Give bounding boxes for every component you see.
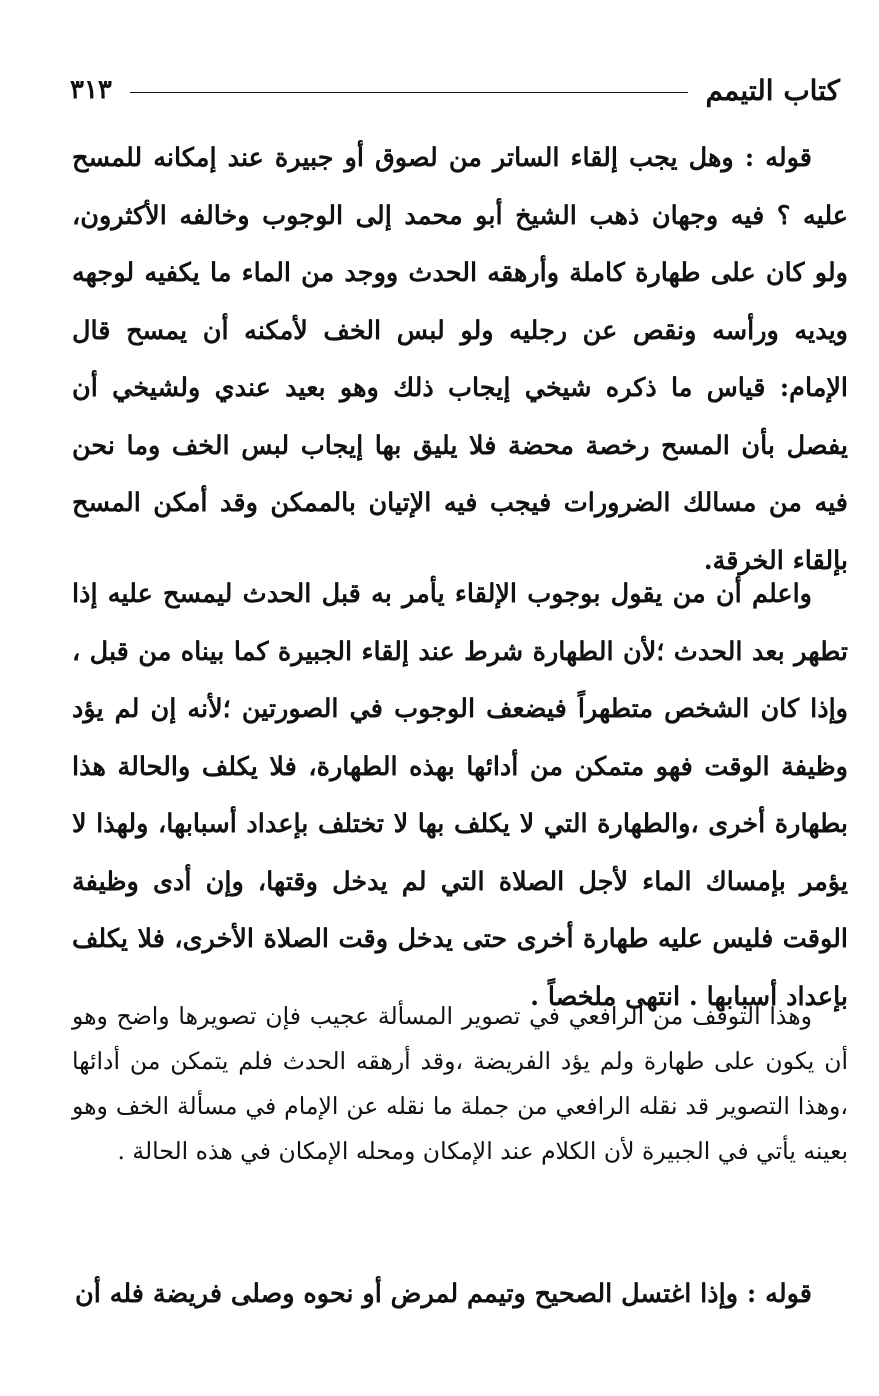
paragraph-1: قوله : وهل يجب إلقاء الساتر من لصوق أو جبيرة عند إمكانه للمسح عليه ؟ فيه وجهان ذهب الشيخ أبو محمد إلى الوجوب وخالفه الأكثرون، ولو كان على طهارة كاملة وأرهقه الحدث ووجد من الماء ما يكفيه لوجهه ويديه ورأسه ونقص عن رجليه ولو لبس الخف لأمكنه أن يمسح قال الإمام: قياس ما ذكره شيخي إيجاب ذلك وهو بعيد عندي ولشيخي أن يفصل بأن المسح رخصة محضة فلا يليق بها إيجاب لبس الخف وما نحن فيه من مسالك الضرورات فيجب فيه الإتيان بالممكن وقد أمكن المسح بإلقاء الخرقة. xyxy=(72,143,848,576)
header-rule xyxy=(130,92,688,93)
page-number: ٣١٣ xyxy=(70,75,112,105)
running-header xyxy=(70,66,840,114)
chapter-title: كتاب التيمم xyxy=(705,73,840,107)
paragraph-3: وهذا التوقف من الرافعي في تصوير المسألة عجيب فإن تصويرها واضح وهو أن يكون على طهارة ولم يؤد الفريضة ،وقد أرهقه الحدث فلم يتمكن من أدائها ،وهذا التصوير قد نقله الرافعي من جملة ما نقله عن الإمام في مسألة الخف وهو بعينه يأتي في الجبيرة لأن الكلام عند الإمكان ومحله الإمكان في هذه الحالة . xyxy=(72,1002,848,1165)
paragraph-2: واعلم أن من يقول بوجوب الإلقاء يأمر به قبل الحدث ليمسح عليه إذا تطهر بعد الحدث ؛لأن الطهارة شرط عند إلقاء الجبيرة كما بيناه من قبل ، وإذا كان الشخص متطهراً فيضعف الوجوب في الصورتين ؛لأنه إن لم يؤد وظيفة الوقت فهو متمكن من أدائها بهذه الطهارة، فلا يكلف والحالة هذا بطهارة أخرى ،والطهارة التي لا يكلف بها لا تختلف بإعداد أسبابها، ولهذا لا يؤمر بإمساك الماء لأجل الصلاة التي لم يدخل وقتها، وإن أدى وظيفة الوقت فليس عليه طهارة أخرى حتى يدخل وقت الصلاة الأخرى، فلا يكلف بإعداد أسبابها . انتهى ملخصاً . xyxy=(72,579,848,1012)
paragraph-4: قوله : وإذا اغتسل الصحيح وتيمم لمرض أو نحوه وصلى فريضة فله أن xyxy=(75,1279,812,1309)
